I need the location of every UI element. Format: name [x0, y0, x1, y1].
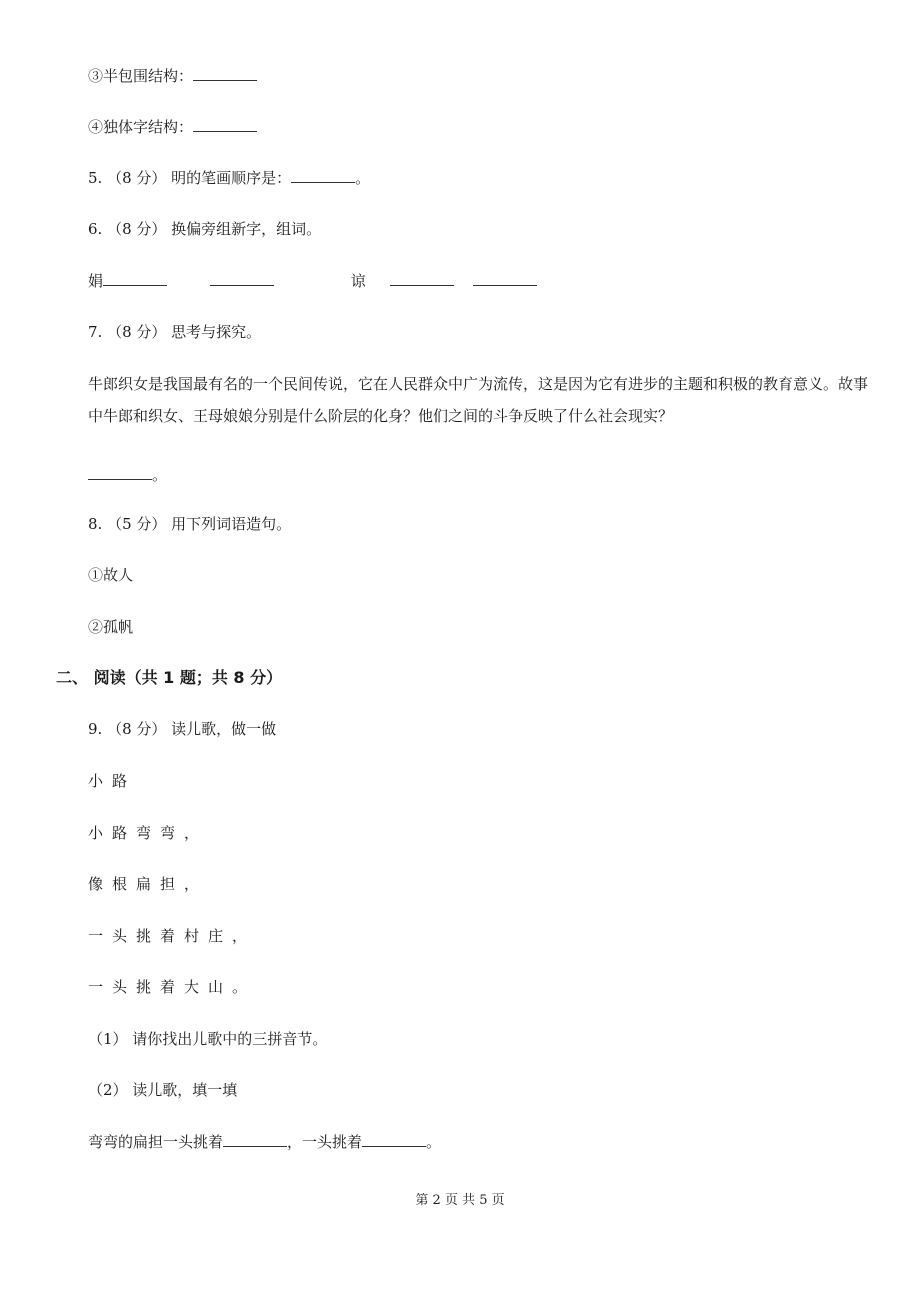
answer-blank[interactable] [88, 465, 152, 480]
answer-blank[interactable] [193, 117, 257, 132]
fill-text-c: 。 [426, 1133, 442, 1151]
poem-line: 一头挑着大山。 [88, 978, 257, 996]
question-7-answer-suffix: 。 [152, 466, 168, 484]
poem-line: 小路弯弯， [88, 824, 209, 842]
page-footer: 第 2 页 共 5 页 [415, 1193, 505, 1208]
question-5-suffix: 。 [355, 169, 371, 187]
answer-blank[interactable] [103, 271, 167, 286]
word-item [88, 565, 133, 585]
answer-blank[interactable] [473, 271, 537, 286]
item-single-char [88, 117, 257, 137]
poem-line: 一头挑着村庄， [88, 927, 257, 945]
poem-line: 像根扁担， [88, 875, 209, 893]
question-7 [88, 322, 261, 342]
answer-blank[interactable] [362, 1132, 426, 1147]
item-half-surround [88, 66, 257, 86]
answer-blank[interactable] [193, 66, 257, 81]
word-guren: ①故人 [88, 566, 134, 584]
section-2-title: 二、 阅读（共 1 题；共 8 分） [56, 668, 283, 687]
answer-blank[interactable] [210, 271, 274, 286]
fill-text-b: ，一头挑着 [287, 1133, 363, 1151]
question-6-row [88, 271, 537, 291]
question-5-text: 5. （8 分） 明的笔画顺序是： [88, 169, 292, 187]
question-7-answer [88, 465, 167, 485]
fill-text-a: 弯弯的扁担一头挑着 [88, 1133, 224, 1151]
question-7-paragraph: 牛郎织女是我国最有名的一个民间传说，它在人民群众中广为流传，这是因为它有进步的主题和积极的教育意义。故事中牛郎和织女、王母娘娘分别是什么阶层的化身？他们之间的斗争反映了什么社会现实？ [88, 375, 869, 425]
word-gufan: ②孤帆 [88, 618, 134, 636]
question-6-text: 6. （8 分） 换偏旁组新字，组词。 [88, 220, 322, 238]
question-8 [88, 514, 291, 534]
answer-blank[interactable] [223, 1132, 287, 1147]
question-9-sub2: （2） 读儿歌，填一填 [88, 1081, 238, 1099]
question-9-sub1: （1） 请你找出儿歌中的三拼音节。 [88, 1030, 328, 1048]
poem-title: 小路 [88, 772, 137, 790]
answer-blank[interactable] [291, 168, 355, 183]
question-9 [88, 719, 276, 739]
char-juan: 娟 [88, 272, 104, 290]
answer-blank[interactable] [390, 271, 454, 286]
question-9-text: 9. （8 分） 读儿歌，做一做 [88, 720, 277, 738]
word-item [88, 617, 133, 637]
item-single-char-label: ④独体字结构： [88, 118, 194, 136]
question-9-fill [88, 1132, 441, 1152]
question-8-text: 8. （5 分） 用下列词语造句。 [88, 515, 292, 533]
question-7-text: 7. （8 分） 思考与探究。 [88, 323, 262, 341]
char-liang: 谅 [350, 272, 366, 290]
question-5 [88, 168, 370, 188]
question-6 [88, 219, 321, 239]
item-half-surround-label: ③半包围结构： [88, 67, 194, 85]
